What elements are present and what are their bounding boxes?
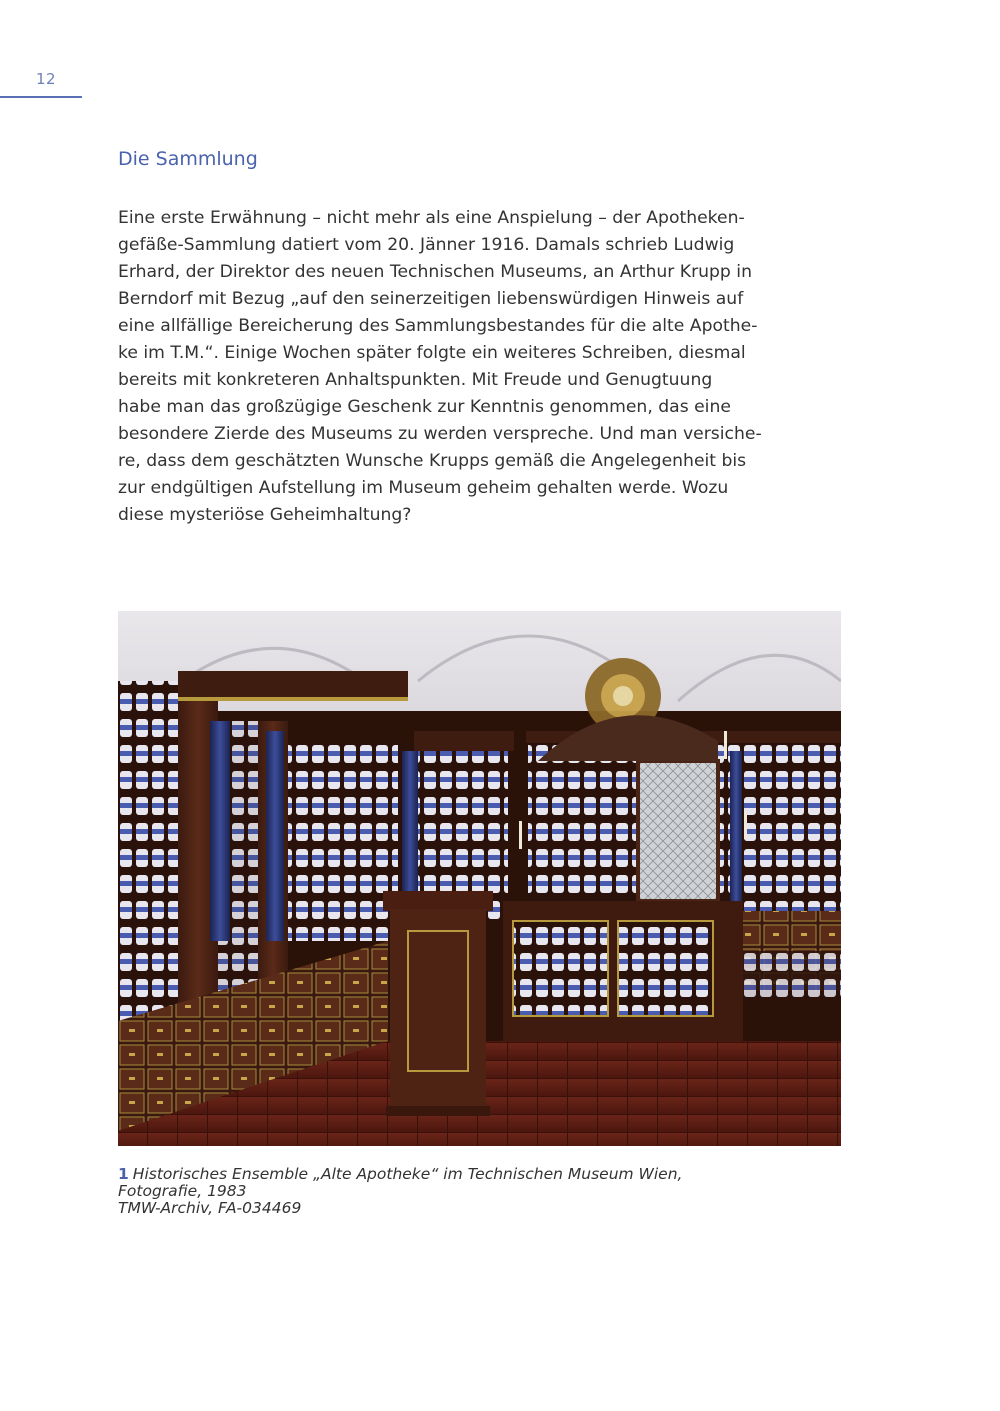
body-line: besondere Zierde des Museums zu werden verspreche. Und man versiche-: [118, 424, 762, 444]
page-number: 12: [36, 70, 57, 88]
body-line: habe man das großzügige Geschenk zur Kenntnis genommen, das eine: [118, 397, 731, 417]
body-line: eine allfällige Bereicherung des Sammlungsbestandes für die alte Apothe-: [118, 316, 758, 336]
pharmacy-photograph: [118, 611, 841, 1146]
section-title: Die Sammlung: [118, 148, 258, 170]
body-line: re, dass dem geschätzten Wunsche Krupps gemäß die Angelegenheit bis: [118, 451, 747, 471]
body-line: bereits mit konkreteren Anhaltspunkten. Mit Freude und Genugtuung: [118, 370, 713, 390]
body-line: diese mysteriöse Geheimhaltung?: [118, 505, 412, 525]
caption-line: Historisches Ensemble „Alte Apotheke“ im Technischen Museum Wien,: [132, 1165, 683, 1183]
body-paragraph: [118, 205, 818, 529]
body-line: ke im T.M.“. Einige Wochen später folgte ein weiteres Schreiben, diesmal: [118, 343, 746, 363]
caption-line: TMW-Archiv, FA-034469: [118, 1199, 302, 1217]
body-line: Erhard, der Direktor des neuen Technischen Museums, an Arthur Krupp in: [118, 262, 752, 282]
body-line: zur endgültigen Aufstellung im Museum geheim gehalten werde. Wozu: [118, 478, 729, 498]
figure-caption: [118, 1166, 838, 1217]
body-line: gefäße-Sammlung datiert vom 20. Jänner 1916. Damals schrieb Ludwig: [118, 235, 735, 255]
page-number-rule: [0, 96, 82, 98]
body-line: Eine erste Erwähnung – nicht mehr als eine Anspielung – der Apotheken-: [118, 208, 745, 228]
caption-line: Fotografie, 1983: [118, 1182, 247, 1200]
body-line: Berndorf mit Bezug „auf den seinerzeitigen liebenswürdigen Hinweis auf: [118, 289, 744, 309]
figure-number: 1: [118, 1165, 129, 1183]
